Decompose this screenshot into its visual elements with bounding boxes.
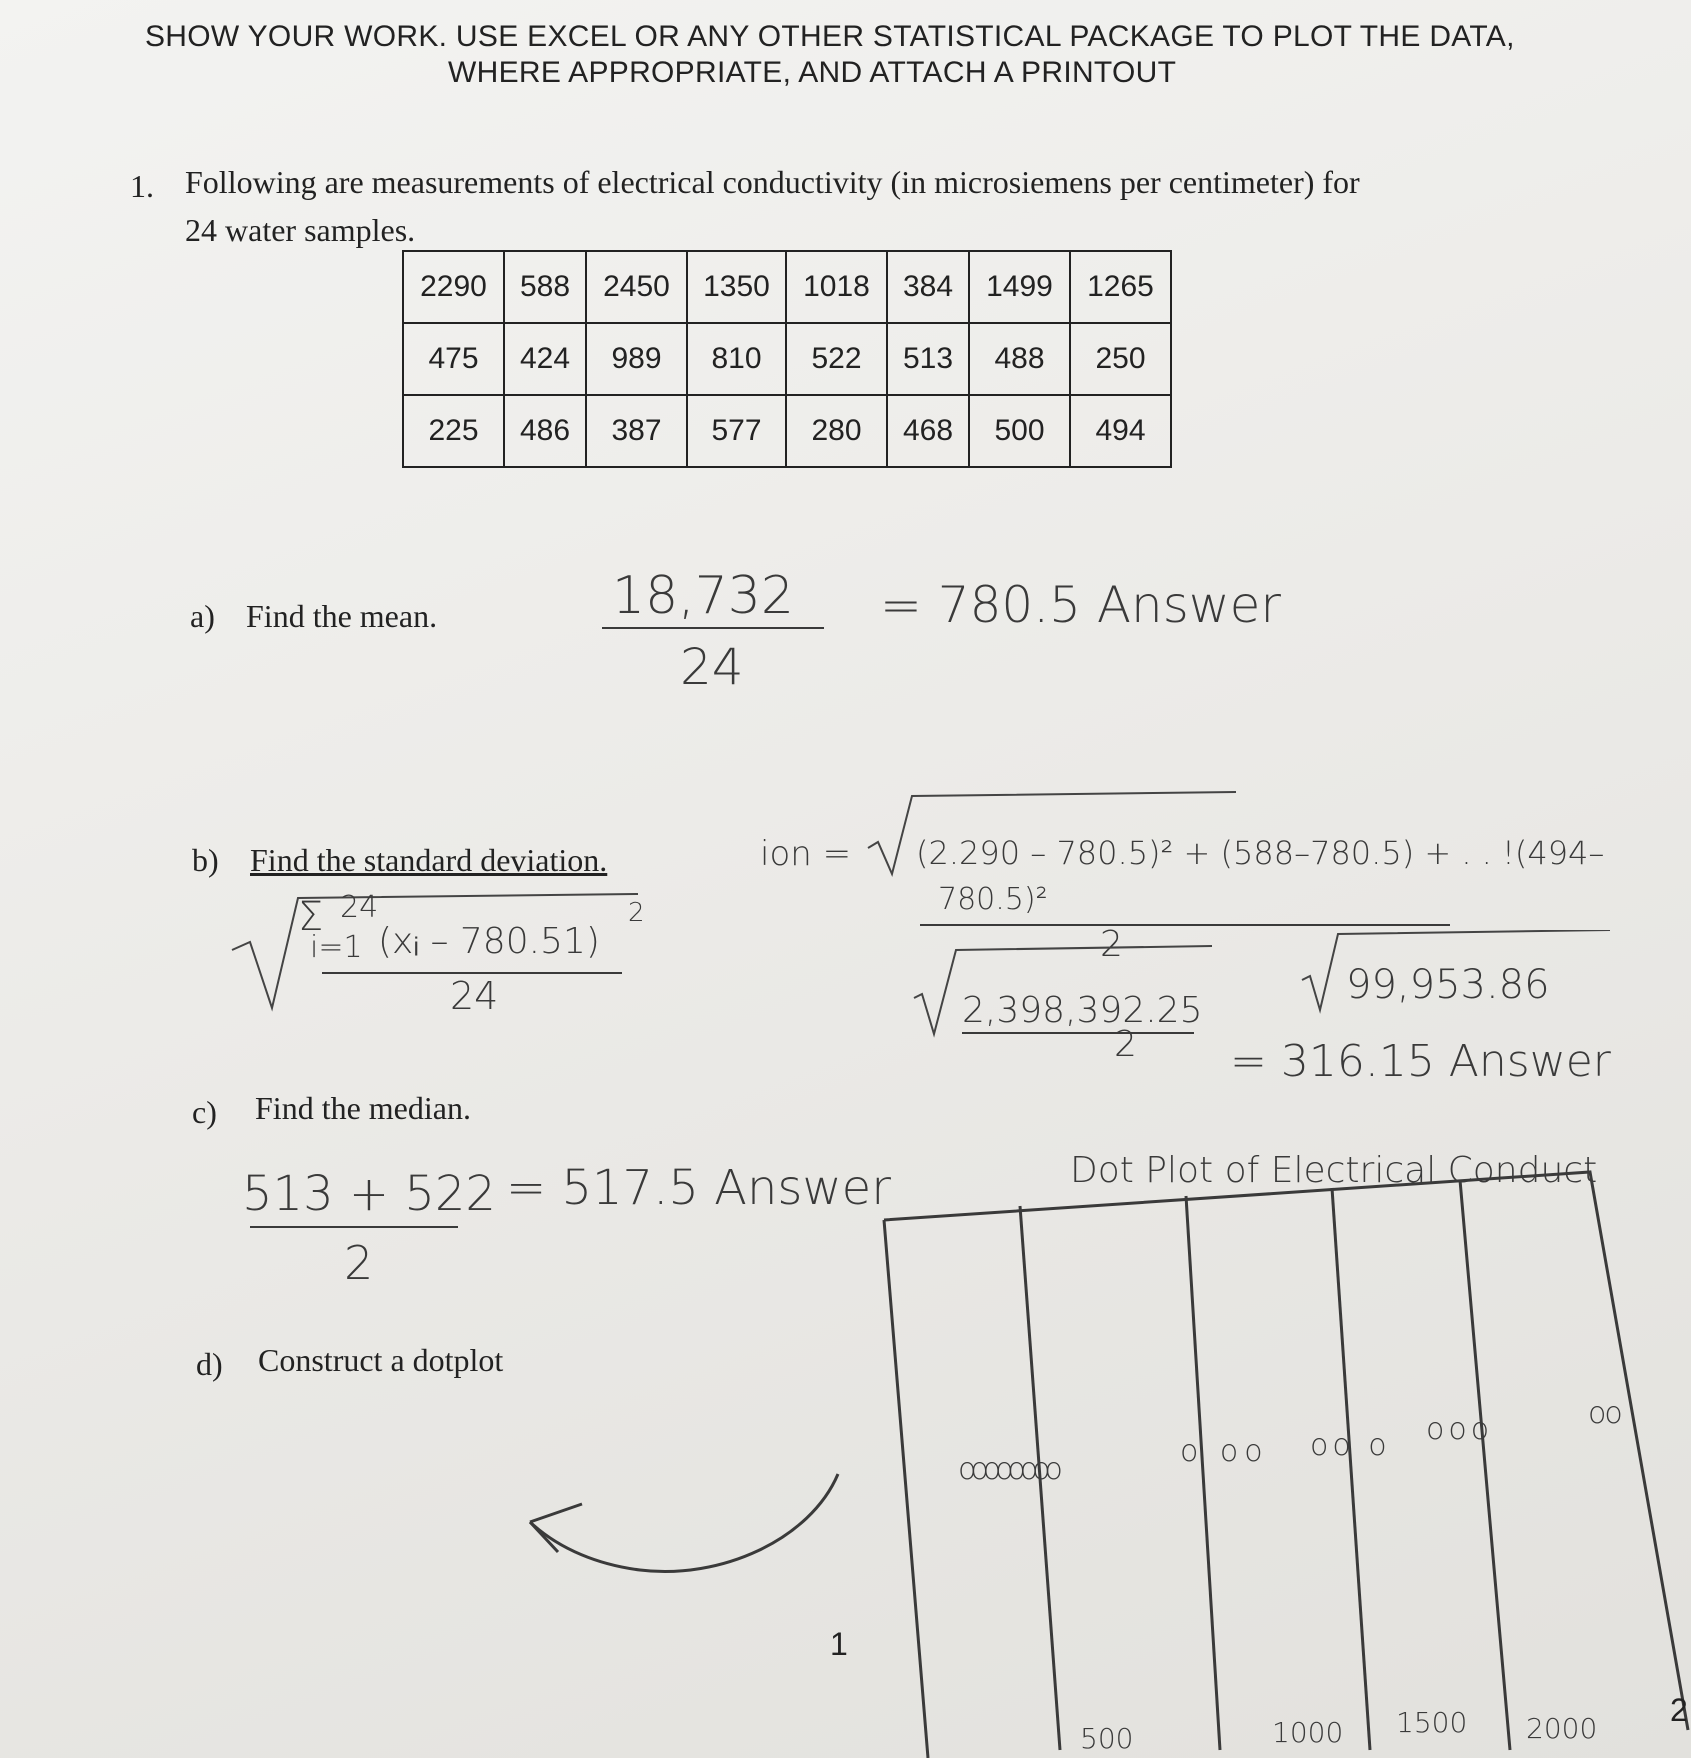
table-cell: 1018 <box>786 251 887 323</box>
formula-body: (xᵢ – 780.51) <box>378 921 600 962</box>
part-d-label: d) <box>196 1346 223 1382</box>
median-result: = 517.5 Answer <box>506 1160 891 1216</box>
table-cell: 810 <box>687 323 786 395</box>
table-cell: 513 <box>887 323 969 395</box>
dot-group: o oo <box>1180 1434 1269 1469</box>
problem-text-line-2: 24 water samples. <box>185 212 416 248</box>
header-line-1: SHOW YOUR WORK. USE EXCEL OR ANY OTHER STATISTICAL PACKAGE TO PLOT THE DATA, <box>145 20 1515 53</box>
median-fraction-bar <box>250 1226 458 1228</box>
curved-arrow-icon <box>520 1460 850 1610</box>
edge-page-number: 2 <box>1670 1692 1688 1728</box>
axis-tick-label: 500 <box>1080 1722 1134 1755</box>
dot-group: oo o <box>1310 1428 1391 1463</box>
table-cell: 500 <box>969 395 1070 467</box>
std-work-fraction-bar <box>920 924 1450 926</box>
table-cell: 1499 <box>969 251 1070 323</box>
formula-lower-limit: i=1 <box>310 930 363 965</box>
table-cell: 2450 <box>586 251 687 323</box>
table-cell: 488 <box>969 323 1070 395</box>
part-a-prompt: Find the mean. <box>246 598 438 634</box>
dotplot-title: Dot Plot of Electrical Conduct <box>1070 1150 1598 1191</box>
median-denominator: 2 <box>344 1236 374 1290</box>
table-row <box>403 395 1171 467</box>
formula-sigma: Σ <box>298 894 324 940</box>
table-cell: 989 <box>586 323 687 395</box>
table-cell: 424 <box>504 323 586 395</box>
step2-fraction-bar <box>962 1032 1194 1034</box>
table-cell: 486 <box>504 395 586 467</box>
table-cell: 250 <box>1070 323 1171 395</box>
table-cell: 588 <box>504 251 586 323</box>
step3-value: 99,953.86 <box>1346 962 1550 1008</box>
table-cell: 577 <box>687 395 786 467</box>
std-result: = 316.15 Answer <box>1230 1036 1611 1087</box>
axis-tick-label: 2000 <box>1526 1712 1598 1745</box>
std-work-line-2: 780.5)² <box>938 882 1048 917</box>
mean-result: = 780.5 Answer <box>880 576 1281 634</box>
table-cell: 387 <box>586 395 687 467</box>
dot-group: ooo <box>1426 1412 1494 1447</box>
dot-group: oooooooo <box>958 1452 1057 1487</box>
table-cell: 384 <box>887 251 969 323</box>
table-cell: 475 <box>403 323 504 395</box>
axis-tick-label: 1000 <box>1272 1716 1344 1749</box>
table-cell: 1265 <box>1070 251 1171 323</box>
mean-fraction-bar <box>602 627 824 629</box>
step2-numerator: 2,398,392.25 <box>962 990 1203 1031</box>
std-work-terms: (2.290 – 780.5)² + (588–780.5) + . . !(494– <box>916 834 1605 872</box>
mean-denominator: 24 <box>680 638 744 696</box>
table-cell: 280 <box>786 395 887 467</box>
problem-number: 1. <box>130 168 154 204</box>
table-cell: 1350 <box>687 251 786 323</box>
table-row <box>403 323 1171 395</box>
part-b-prompt: Find the standard deviation. <box>250 842 608 878</box>
header-line-2: WHERE APPROPRIATE, AND ATTACH A PRINTOUT <box>448 56 1177 89</box>
part-c-prompt: Find the median. <box>255 1090 471 1126</box>
samples-table <box>402 250 1172 468</box>
std-work-prefix: ion = <box>760 834 852 874</box>
table-cell: 522 <box>786 323 887 395</box>
step2-denominator: 2 <box>1114 1024 1137 1065</box>
part-c-label: c) <box>192 1094 217 1130</box>
problem-text-line-1: Following are measurements of electrical conductivity (in microsiemens per centimeter) for <box>185 164 1360 200</box>
median-numerator: 513 + 522 <box>242 1166 496 1222</box>
page-number: 1 <box>830 1626 848 1662</box>
table-cell: 225 <box>403 395 504 467</box>
part-b-label: b) <box>192 842 219 878</box>
formula-upper-limit: 24 <box>340 890 379 925</box>
part-d-prompt: Construct a dotplot <box>258 1342 504 1378</box>
table-cell: 2290 <box>403 251 504 323</box>
table-row <box>403 251 1171 323</box>
part-a-label: a) <box>190 598 215 634</box>
formula-exponent: 2 <box>628 898 645 928</box>
table-cell: 468 <box>887 395 969 467</box>
axis-tick-label: 1500 <box>1396 1706 1468 1739</box>
mean-numerator: 18,732 <box>612 566 794 626</box>
table-cell: 494 <box>1070 395 1171 467</box>
formula-denominator: 24 <box>450 974 499 1018</box>
dot-group: oo <box>1588 1396 1621 1431</box>
std-work-denominator: 2 <box>1100 924 1123 965</box>
